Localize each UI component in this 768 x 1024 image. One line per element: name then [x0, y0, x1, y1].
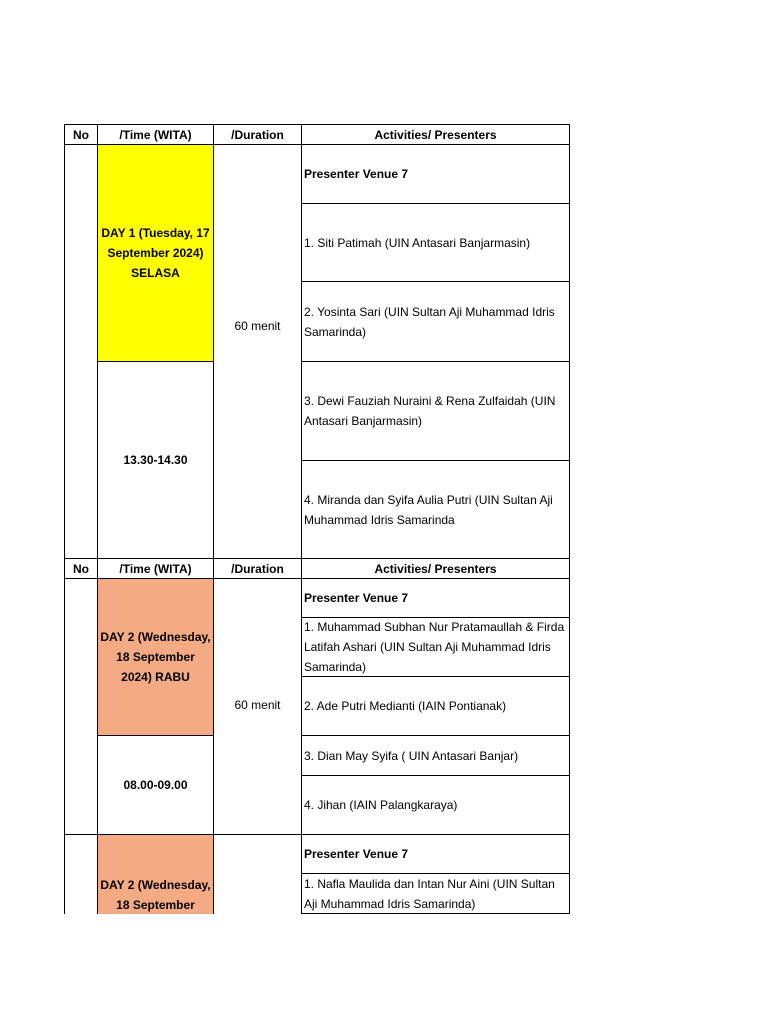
no-cell-day2: [64, 578, 98, 835]
header-time-label: /Time (WITA): [119, 127, 192, 142]
header-no-label: No: [73, 561, 89, 576]
day1-venue: Presenter Venue 7: [304, 167, 409, 181]
header-activities: [301, 558, 570, 579]
presenter-text: 1. Siti Patimah (UIN Antasari Banjarmasin): [304, 235, 531, 250]
day2-label-cell: [97, 578, 214, 736]
day2-label: DAY 2 (Wednesday, 18 September 2024) RABU: [100, 630, 211, 684]
day1-presenter-2: [301, 281, 570, 362]
day2-presenter-1: [301, 617, 570, 677]
presenter-text: 2. Ade Putri Medianti (IAIN Pontianak): [304, 699, 507, 713]
day2b-label-cell: [97, 834, 214, 914]
no-cell-day2b: [64, 834, 98, 914]
day2b-venue: Presenter Venue 7: [304, 847, 409, 861]
header-time: [97, 558, 214, 579]
day2-venue-cell: [301, 578, 570, 618]
day2-presenter-3: [301, 735, 570, 776]
no-cell-day1: [64, 144, 98, 559]
header-time-label: /Time (WITA): [119, 561, 192, 576]
header-activities-label: Activities/ Presenters: [374, 127, 497, 142]
day1-venue-cell: [301, 144, 570, 204]
presenter-text: 2. Yosinta Sari (UIN Sultan Aji Muhammad Idris Samarinda): [304, 304, 555, 339]
day1-label: DAY 1 (Tuesday, 17 September 2024) SELASA: [101, 226, 210, 280]
day1-label-cell: [97, 144, 214, 362]
day2-venue: Presenter Venue 7: [304, 591, 409, 605]
day2b-venue-cell: [301, 834, 570, 874]
header-duration: [213, 124, 302, 145]
presenter-text: 4. Jihan (IAIN Palangkaraya): [304, 798, 458, 812]
header-duration-label: /Duration: [231, 127, 284, 142]
header-no: [64, 124, 98, 145]
day2b-presenter-1: [301, 873, 570, 914]
presenter-text: 1. Muhammad Subhan Nur Pratamaullah & Firda Latifah Ashari (UIN Sultan Aji Muhammad Idris Samarinda): [304, 620, 565, 674]
header-time: [97, 124, 214, 145]
header-activities-label: Activities/ Presenters: [374, 561, 497, 576]
day2b-label: DAY 2 (Wednesday, 18 September: [100, 878, 211, 912]
day2-presenter-4: [301, 775, 570, 835]
day1-time-cell: [97, 361, 214, 559]
header-activities: [301, 124, 570, 145]
day1-presenter-3: [301, 361, 570, 461]
presenter-text: 4. Miranda dan Syifa Aulia Putri (UIN Sultan Aji Muhammad Idris Samarinda: [304, 492, 553, 527]
presenter-text: 3. Dian May Syifa ( UIN Antasari Banjar): [304, 748, 519, 763]
day1-presenter-1: [301, 203, 570, 282]
day2-time: 08.00-09.00: [123, 778, 188, 792]
day2b-duration-cell: [213, 834, 302, 914]
day2-duration: 60 menit: [234, 697, 281, 712]
presenter-text: 3. Dewi Fauziah Nuraini & Rena Zulfaidah (UIN Antasari Banjarmasin): [304, 394, 556, 428]
day1-duration: 60 menit: [234, 318, 281, 333]
header-no-label: No: [73, 127, 89, 142]
day1-presenter-4: [301, 460, 570, 559]
day1-duration-cell: [213, 144, 302, 559]
header-duration: [213, 558, 302, 579]
header-duration-label: /Duration: [231, 561, 284, 576]
day2-time-cell: [97, 735, 214, 835]
day2-presenter-2: [301, 676, 570, 736]
day2-duration-cell: [213, 578, 302, 835]
day1-time: 13.30-14.30: [123, 453, 188, 467]
header-no: [64, 558, 98, 579]
presenter-text: 1. Nafla Maulida dan Intan Nur Aini (UIN Sultan Aji Muhammad Idris Samarinda): [304, 876, 555, 911]
